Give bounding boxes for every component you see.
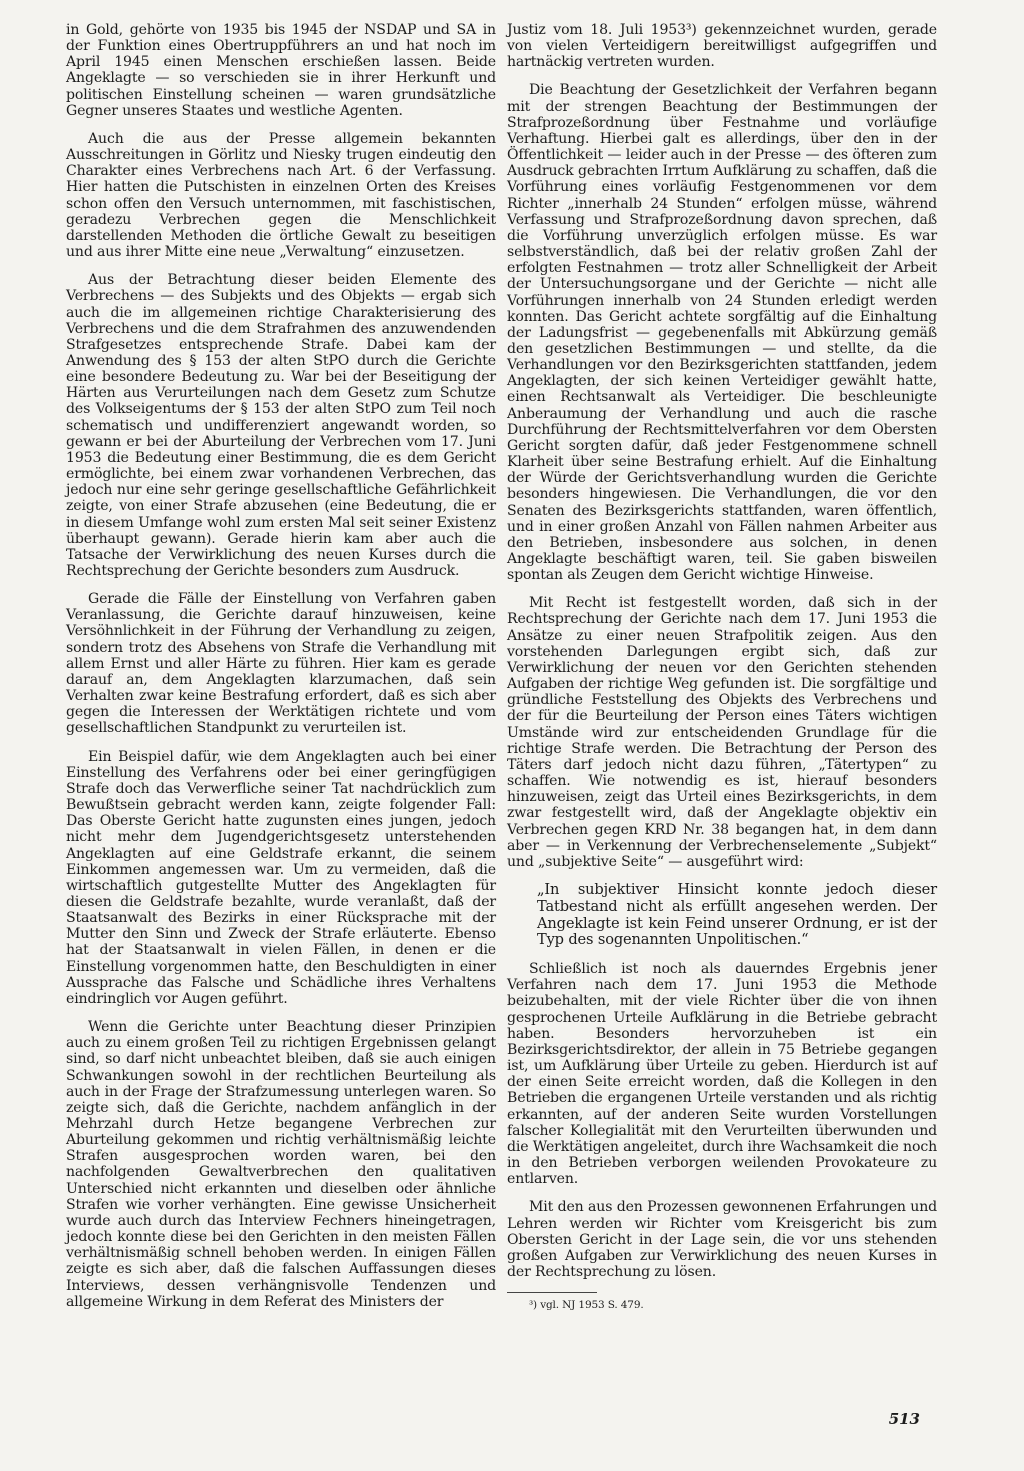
paragraph: Mit Recht ist festgestellt worden, daß sich in der Rechtsprechung der Gerichte nach dem 17. Juni 1953 die Ansätze zu einer neuen Strafpolitik zeigen. Aus den vorstehenden Darlegungen ergibt sich, daß zur Verwirklichung der neuen vor den Gerichten stehenden Aufgaben der richtige Weg gefunden ist. Die sorgfältige und gründliche Feststellung des Objekts des Verbrechens und der für die Beurteilung der Person eines Täters wichtigen Umstände wird zur entscheidenden Grundlage für die richtige Strafe werden. Die Betrachtung der Person des Täters darf jedoch nicht dazu führen, „Tätertypen“ zu schaffen. Wie notwendig es ist, hierauf besonders hinzuweisen, zeigt das Urteil eines Bezirksgerichts, in dem zwar festgestellt wird, daß der Angeklagte objektiv ein Verbrechen gegen KRD Nr. 38 begangen hat, in dem dann aber — in Verkennung der Verbrechenselemente „Subjekt“ und „subjektive Seite“ — ausgeführt wird: (507, 595, 937, 870)
left-column (66, 22, 496, 1322)
paragraph: Ein Beispiel dafür, wie dem Angeklagten auch bei einer Einstellung des Verfahrens oder bei einer geringfügigen Strafe doch das Verwerfliche seiner Tat nachdrücklich zum Bewußtsein gebracht werden kann, zeigte folgender Fall: Das Oberste Gericht hatte zugunsten eines jungen, jedoch nicht mehr dem Jugendgerichtsgesetz unterstehenden Angeklagten auf eine Geldstrafe erkannt, die seinem Einkommen angemessen war. Um zu vermeiden, daß die wirtschaftlich gutgestellte Mutter des Angeklagten für diesen die Geldstrafe bezahlte, wurde veranlaßt, daß der Staatsanwalt des Bezirks in einer Rücksprache mit der Mutter den Sinn und Zweck der Strafe erläuterte. Ebenso hat der Staatsanwalt in vielen Fällen, in denen er die Einstellung vorgenommen hatte, den Beschuldigten in einer Aussprache das Falsche und Schädliche ihres Verhaltens eindringlich vor Augen geführt. (66, 748, 496, 1007)
paragraph: Gerade die Fälle der Einstellung von Verfahren gaben Veranlassung, die Gerichte darauf hinzuweisen, keine Versöhnlichkeit in der Führung der Verhandlung zu zeigen, sondern trotz des Absehens von Strafe die Verhandlung mit allem Ernst und aller Härte zu führen. Hier kam es gerade darauf an, dem Angeklagten klarzumachen, daß sein Verhalten zwar keine Bestrafung erfordert, daß es sich aber gegen die Interessen der Werktätigen richtete und vom gesellschaftlichen Standpunkt zu verurteilen ist. (66, 591, 496, 737)
paragraph: Wenn die Gerichte unter Beachtung dieser Prinzipien auch zu einem großen Teil zu richtigen Ergebnissen gelangt sind, so darf nicht unbeachtet bleiben, daß sie auch einigen Schwankungen sowohl in der rechtlichen Beurteilung als auch in der Frage der Strafzumessung unterlegen waren. So zeigte sich, daß die Gerichte, nachdem anfänglich in der Mehrzahl durch Hetze begangene Verbrechen zur Aburteilung gekommen und richtig verhältnismäßig leichte Strafen ausgesprochen worden waren, bei den nachfolgenden Gewaltverbrechen den qualitativen Unterschied nicht erkannten und dieselben oder ähnliche Strafen wie vorher verhängten. Eine gewisse Unsicherheit wurde auch durch das Interview Fechners hineingetragen, jedoch konnte diese bei den Gerichten in den meisten Fällen verhältnismäßig schnell behoben werden. In einigen Fällen zeigte es sich aber, daß die falschen Auffassungen dieses Interviews, dessen verhängnisvolle Tendenzen und allgemeine Wirkung in dem Referat des Ministers der (66, 1019, 496, 1310)
block-quote: „In subjektiver Hinsicht konnte jedoch dieser Tatbestand nicht als erfüllt angesehen werden. Der Angeklagte ist kein Feind unserer Ordnung, er ist der Typ des sogenannten Unpolitischen.“ (537, 880, 937, 949)
footnote: ³) vgl. NJ 1953 S. 479. (529, 1299, 644, 1312)
paragraph: Aus der Betrachtung dieser beiden Elemente des Verbrechens — des Subjekts und des Objekts — ergab sich auch die im allgemeinen richtige Charakterisierung des Verbrechens und die dem Strafrahmen des anzuwendenden Strafgesetzes entsprechende Strafe. Dabei kam der Anwendung des § 153 der alten StPO durch die Gerichte eine besondere Bedeutung zu. War bei der Beseitigung der Härten aus Verurteilungen nach dem Gesetz zum Schutze des Volkseigentums der § 153 der alten StPO zum Teil noch schematisch und undifferenziert angewandt worden, so gewann er bei der Aburteilung der Verbrechen vom 17. Juni 1953 die Bedeutung einer Bestimmung, die es dem Gericht ermöglichte, bei einem zwar vorhandenen Verbrechen, das jedoch nur eine sehr geringe gesellschaftliche Gefährlichkeit zeigte, von einer Strafe abzusehen (eine Bedeutung, die er in diesem Umfange wohl zum ersten Mal seit seiner Existenz überhaupt gewann). Gerade hierin kam aber auch die Tatsache der Verwirklichung des neuen Kurses durch die Rechtsprechung der Gerichte besonders zum Ausdruck. (66, 272, 496, 579)
footnote-divider (507, 1292, 597, 1293)
right-column (507, 22, 937, 1324)
paragraph: Mit den aus den Prozessen gewonnenen Erfahrungen und Lehren werden wir Richter vom Kreisgericht bis zum Obersten Gericht in der Lage sein, die vor uns stehenden großen Aufgaben zur Verwirklichung des neuen Kurses in der Rechtsprechung zu lösen. (507, 1199, 937, 1280)
page-number: 513 (888, 1410, 920, 1428)
paragraph: Schließlich ist noch als dauerndes Ergebnis jener Verfahren nach dem 17. Juni 1953 die Methode beizubehalten, mit der viele Richter über die von ihnen gesprochenen Urteile Aufklärung in die Betriebe gebracht haben. Besonders hervorzuheben ist ein Bezirksgerichtsdirektor, der allein in 75 Betriebe gegangen ist, um Aufklärung über Urteile zu geben. Hierdurch ist auf der einen Seite erreicht worden, daß die Kollegen in den Betrieben die ergangenen Urteile verstanden und als richtig erkannten, auf der anderen Seite wurden Vorstellungen falscher Kollegialität mit den Verurteilten überwunden und die Werktätigen angeleitet, durch ihre Wachsamkeit die noch in den Betrieben verborgen weilenden Provokateure zu entlarven. (507, 961, 937, 1188)
paragraph: Die Beachtung der Gesetzlichkeit der Verfahren begann mit der strengen Beachtung der Bestimmungen der Strafprozeßordnung über Festnahme und vorläufige Verhaftung. Hierbei galt es allerdings, über den in der Öffentlichkeit — leider auch in der Presse — des öfteren zum Ausdruck gebrachten Irrtum Aufklärung zu schaffen, daß die Vorführung eines vorläufig Festgenommenen vor dem Richter „innerhalb 24 Stunden“ erfolgen müsse, während Verfassung und Strafprozeßordnung davon sprechen, daß die Vorführung unverzüglich erfolgen müsse. Es war selbstverständlich, daß bei der relativ großen Zahl der erfolgten Festnahmen — trotz aller Schnelligkeit der Arbeit der Untersuchungsorgane und der Gerichte — nicht alle Vorführungen innerhalb von 24 Stunden erledigt werden konnten. Das Gericht achtete sorgfältig auf die Einhaltung der Ladungsfrist — gegebenenfalls mit Abkürzung gemäß den gesetzlichen Bestimmungen — und stellte, da die Verhandlungen vor den Bezirksgerichten stattfanden, jedem Angeklagten, der sich keinen Verteidiger gewählt hatte, einen Rechtsanwalt als Verteidiger. Die beschleunigte Anberaumung der Verhandlung und auch die rasche Durchführung der Rechtsmittelverfahren vor dem Obersten Gericht sorgten dafür, daß jeder Festgenommene schnell Klarheit über seine Bestrafung erhielt. Auf die Einhaltung der Würde der Gerichtsverhandlung wurden die Gerichte besonders hingewiesen. Die Verhandlungen, die vor den Senaten des Bezirksgerichts stattfanden, waren öffentlich, und in einer großen Anzahl von Fällen nahmen Arbeiter aus den Betrieben, insbesondere aus solchen, in denen Angeklagte beschäftigt waren, teil. Sie gaben bisweilen spontan als Zeugen dem Gericht wichtige Hinweise. (507, 82, 937, 584)
paragraph: in Gold, gehörte von 1935 bis 1945 der NSDAP und SA in der Funktion eines Obertruppführers an und hat noch im April 1945 einen Menschen erschießen lassen. Beide Angeklagte — so verschieden sie in ihrer Herkunft und politischen Einstellung scheinen — waren grundsätzliche Gegner unseres Staates und westliche Agenten. (66, 22, 496, 119)
paragraph: Auch die aus der Presse allgemein bekannten Ausschreitungen in Görlitz und Niesky trugen eindeutig den Charakter eines Verbrechens nach Art. 6 der Verfassung. Hier hatten die Putschisten in einzelnen Orten des Kreises schon offen den Versuch unternommen, mit faschistischen, geradezu Verbrechen gegen die Menschlichkeit darstellenden Methoden die örtliche Gewalt zu beseitigen und aus ihrer Mitte eine neue „Verwaltung“ einzusetzen. (66, 130, 496, 261)
paragraph: Justiz vom 18. Juli 1953³) gekennzeichnet wurden, gerade von vielen Verteidigern bereitwilligst aufgegriffen und hartnäckig vertreten wurden. (507, 22, 937, 71)
